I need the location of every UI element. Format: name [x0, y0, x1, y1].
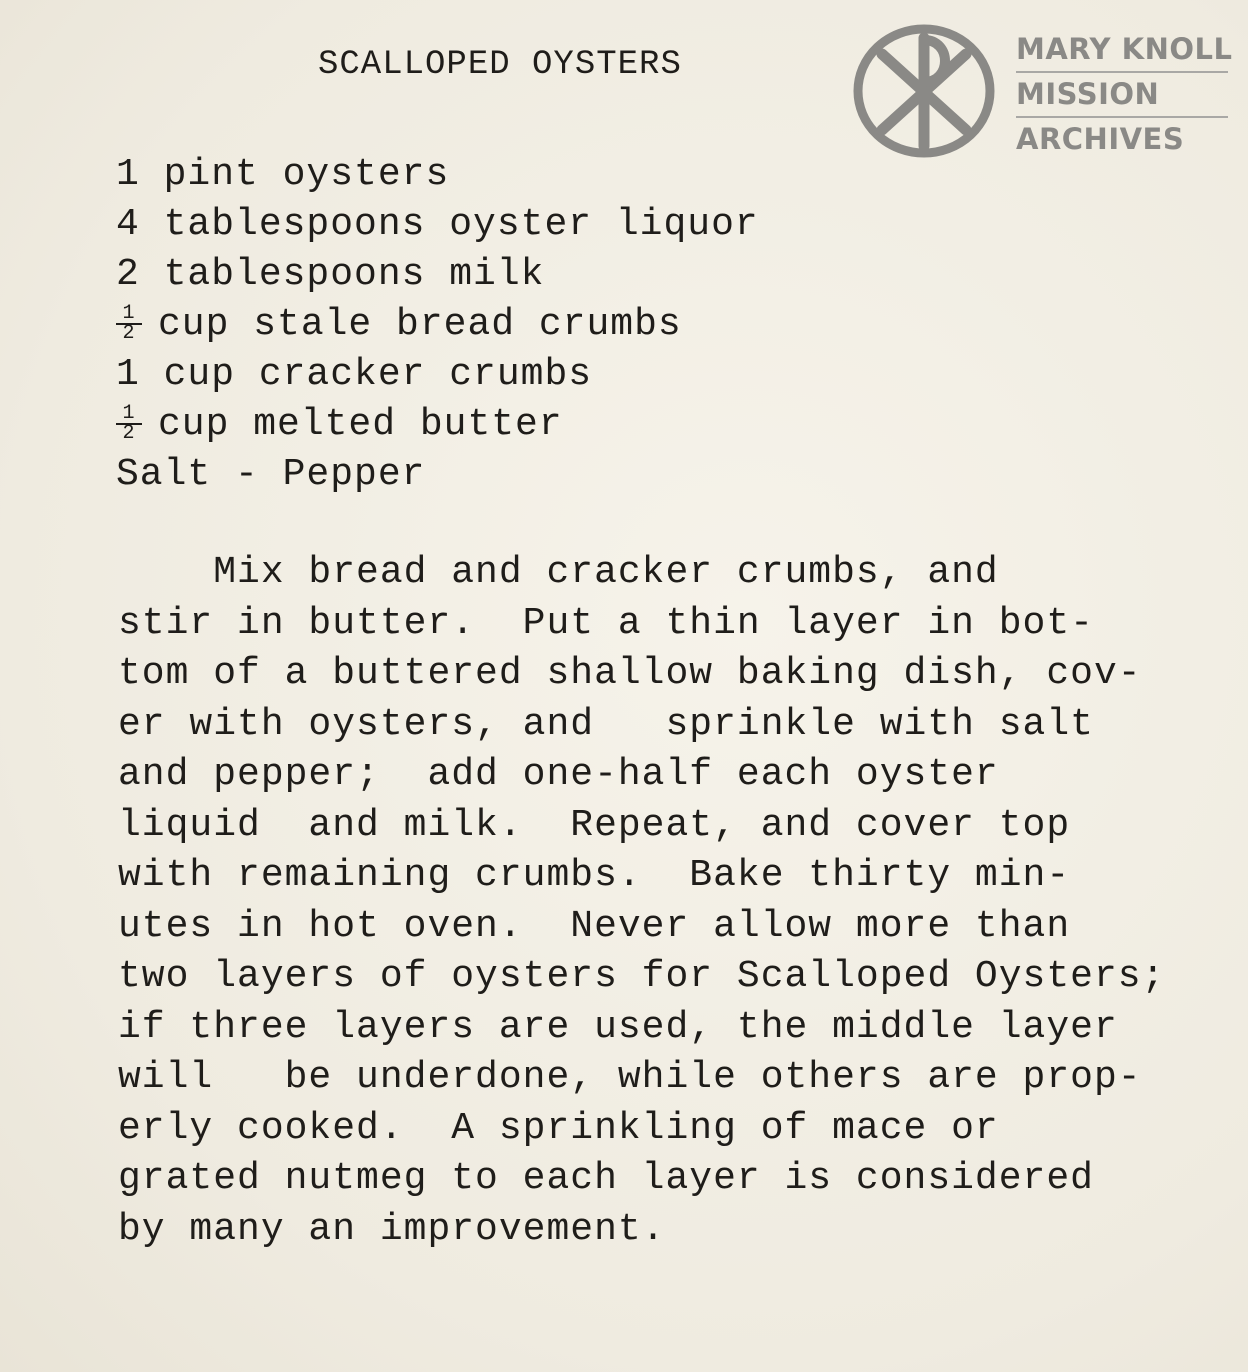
ingredient-item: [116, 400, 759, 450]
directions-paragraph: [118, 548, 1165, 1255]
ingredient-item: [116, 250, 759, 300]
directions-line: if three layers are used, the middle layer: [118, 1005, 1118, 1049]
logo-line: MARY KNOLL: [1016, 28, 1228, 73]
fraction-numerator: 1: [116, 405, 142, 425]
directions-line: erly cooked. A sprinkling of mace or: [118, 1106, 999, 1150]
ingredient-text: 1 pint oysters: [116, 153, 450, 196]
directions-line: will be underdone, while others are prop-: [118, 1056, 1142, 1099]
fraction-half: [116, 401, 142, 445]
archive-logo-text: [1016, 28, 1233, 161]
fraction-half: [116, 301, 142, 345]
ingredient-item: [116, 350, 759, 400]
directions-line: utes in hot oven. Never allow more than: [118, 904, 1071, 948]
directions-line: stir in butter. Put a thin layer in bot-: [118, 601, 1094, 645]
logo-line: MISSION: [1016, 73, 1228, 118]
ingredient-text: cup stale bread crumbs: [158, 303, 682, 346]
ingredients-list: [116, 150, 759, 500]
directions-line: liquid and milk. Repeat, and cover top: [118, 803, 1071, 847]
logo-line: ARCHIVES: [1016, 122, 1185, 156]
directions-line: and pepper; add one-half each oyster: [118, 753, 999, 796]
directions-line: two layers of oysters for Scalloped Oysters;: [118, 955, 1166, 998]
chi-rho-seal-icon: [852, 24, 996, 158]
directions-line: tom of a buttered shallow baking dish, cov-: [118, 652, 1142, 695]
ingredient-item: [116, 150, 759, 200]
ingredient-text: Salt - Pepper: [116, 453, 426, 496]
ingredient-text: 1 cup cracker crumbs: [116, 353, 593, 396]
ingredient-text: cup melted butter: [158, 403, 563, 446]
fraction-denominator: 2: [122, 321, 136, 345]
fraction-denominator: 2: [122, 421, 136, 445]
archive-logo: [852, 24, 1233, 164]
recipe-title: SCALLOPED OYSTERS: [318, 46, 682, 84]
ingredient-item: [116, 450, 759, 500]
ingredient-item: [116, 200, 759, 250]
directions-line: with remaining crumbs. Bake thirty min-: [118, 854, 1071, 897]
directions-line: Mix bread and cracker crumbs, and: [118, 551, 999, 594]
ingredient-text: 4 tablespoons oyster liquor: [116, 203, 759, 246]
directions-line: by many an improvement.: [118, 1207, 666, 1251]
directions-line: er with oysters, and sprinkle with salt: [118, 702, 1094, 746]
fraction-numerator: 1: [116, 305, 142, 325]
ingredient-item: [116, 300, 759, 350]
ingredient-text: 2 tablespoons milk: [116, 253, 545, 296]
directions-line: grated nutmeg to each layer is considered: [118, 1157, 1094, 1200]
